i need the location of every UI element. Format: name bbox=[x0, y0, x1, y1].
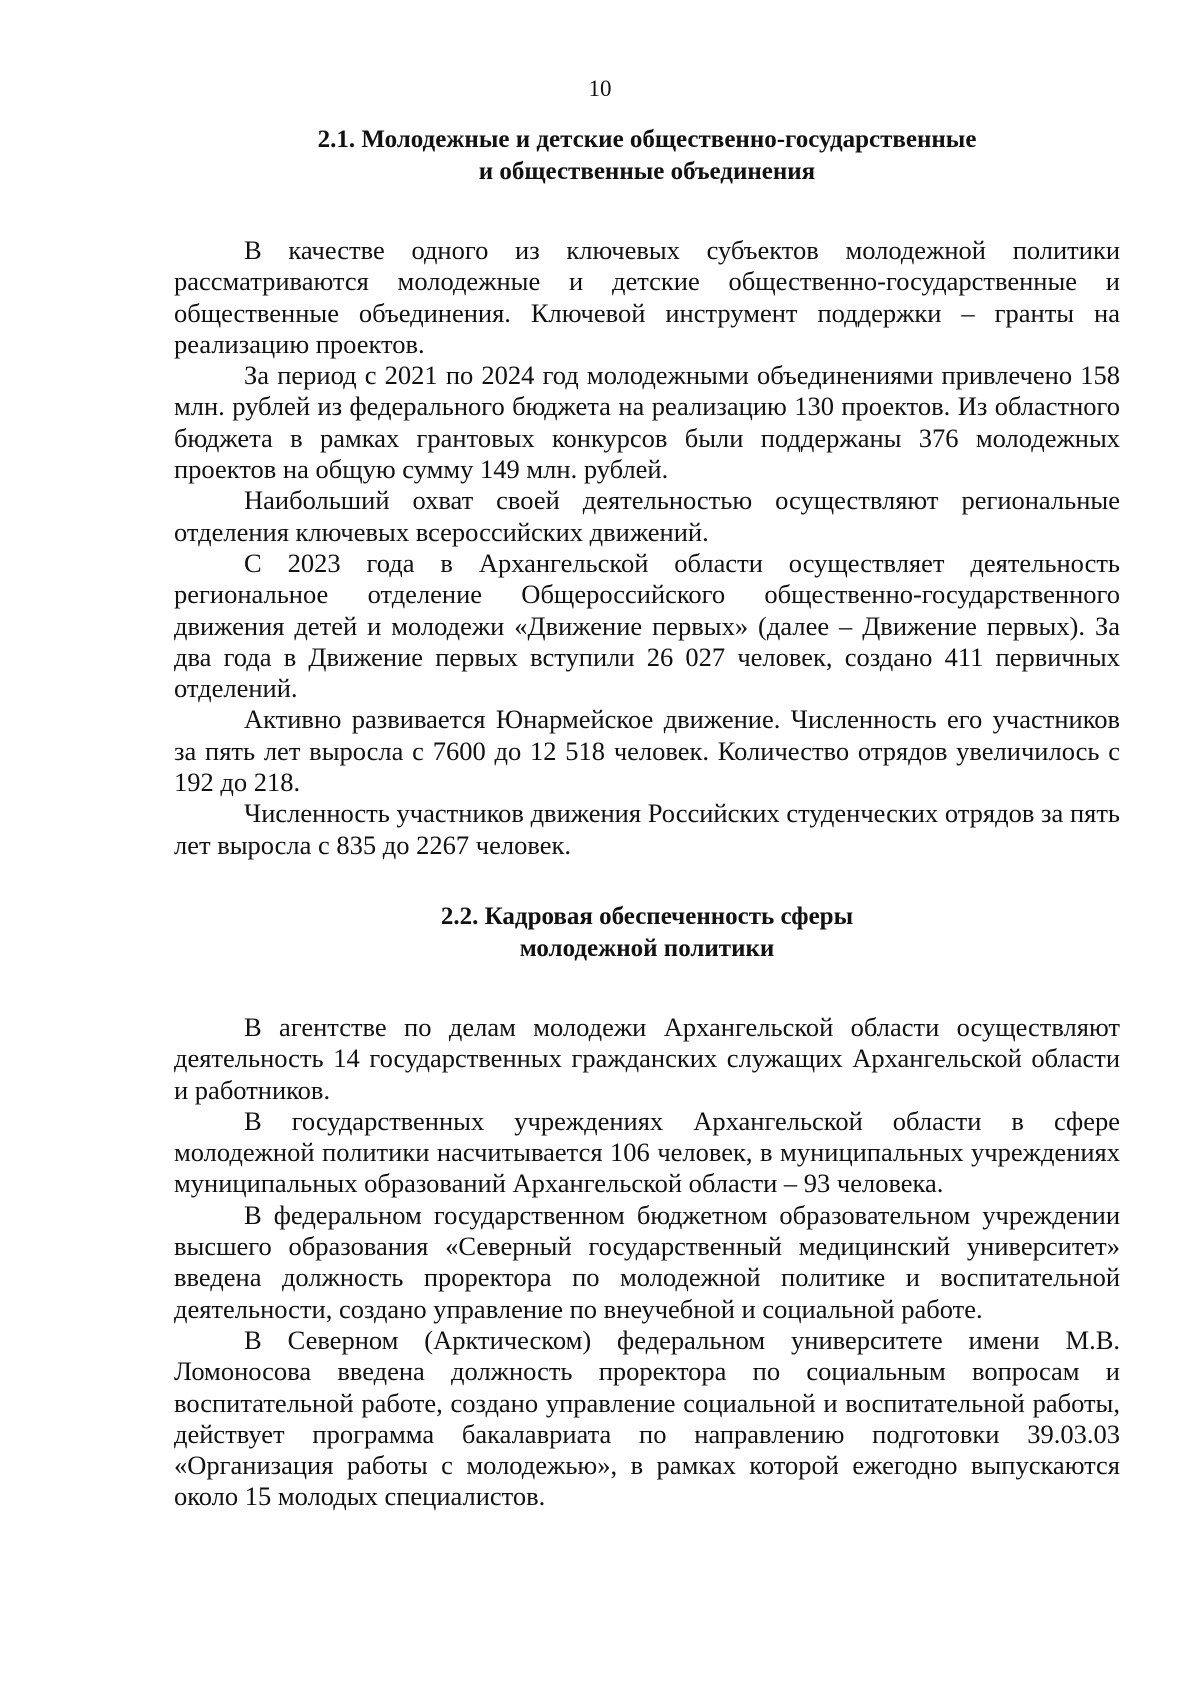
paragraph: В качестве одного из ключевых субъектов молодежной политики рассматриваются молодежные и детские общественно-государственные и общественные объединения. Ключевой инструмент поддержки – гранты на реализацию проектов. bbox=[174, 235, 1120, 359]
paragraph: Активно развивается Юнармейское движение. Численность его участников за пять лет выросла с 7600 до 12 518 человек. Количество отрядов увеличилось с 192 до 218. bbox=[174, 704, 1120, 798]
spacer bbox=[174, 965, 1120, 1012]
section-title-line: 2.1. Молодежные и детские общественно-государственные bbox=[317, 126, 977, 153]
paragraph: В государственных учреждениях Архангельской области в сфере молодежной политики насчитывается 106 человек, в муниципальных учреждениях муниципальных образований Архангельской области – 93 человека. bbox=[174, 1105, 1120, 1199]
section-title-2-2 bbox=[174, 901, 1120, 965]
section-title-2-1 bbox=[174, 124, 1120, 188]
spacer bbox=[174, 188, 1120, 235]
paragraph: В федеральном государственном бюджетном образовательном учреждении высшего образования «Северный государственный медицинский университет» введена должность проректора по молодежной политике и воспитательной деятельности, создано управление по внеучебной и социальной работе. bbox=[174, 1199, 1120, 1324]
page-content bbox=[174, 124, 1120, 1513]
paragraph: В агентстве по делам молодежи Архангельской области осуществляют деятельность 14 государственных гражданских служащих Архангельской области и работников. bbox=[174, 1011, 1120, 1105]
paragraph: Численность участников движения Российских студенческих отрядов за пять лет выросла с 835 до 2267 человек. bbox=[174, 798, 1120, 860]
section-title-line: 2.2. Кадровая обеспеченность сферы bbox=[440, 902, 854, 930]
page-number: 10 bbox=[588, 76, 612, 101]
paragraph: С 2023 года в Архангельской области осуществляет деятельность региональное отделение Общероссийского общественно-государственного движения детей и молодежи «Движение первых» (далее – Движение первых). За два года в Движение первых вступили 26 027 человек, создано 411 первичных отделений. bbox=[174, 547, 1120, 704]
paragraph: В Северном (Арктическом) федеральном университете имени М.В. Ломоносова введена должность проректора по социальным вопросам и воспитательной работе, создано управление социальной и воспитательной работы, действует программа бакалавриата по направлению подготовки 39.03.03 «Организация работы с молодежью», в рамках которой ежегодно выпускаются около 15 молодых специалистов. bbox=[174, 1324, 1120, 1512]
paragraph: За период с 2021 по 2024 год молодежными объединениями привлечено 158 млн. рублей из федерального бюджета на реализацию 130 проектов. Из областного бюджета в рамках грантовых конкурсов были поддержаны 376 молодежных проектов на общую сумму 149 млн. рублей. bbox=[174, 360, 1120, 485]
section-title-line: молодежной политики bbox=[519, 934, 775, 962]
spacer bbox=[174, 861, 1120, 901]
section-title-line: и общественные объединения bbox=[478, 158, 816, 185]
paragraph: Наибольший охват своей деятельностью осуществляют региональные отделения ключевых всероссийских движений. bbox=[174, 485, 1120, 547]
